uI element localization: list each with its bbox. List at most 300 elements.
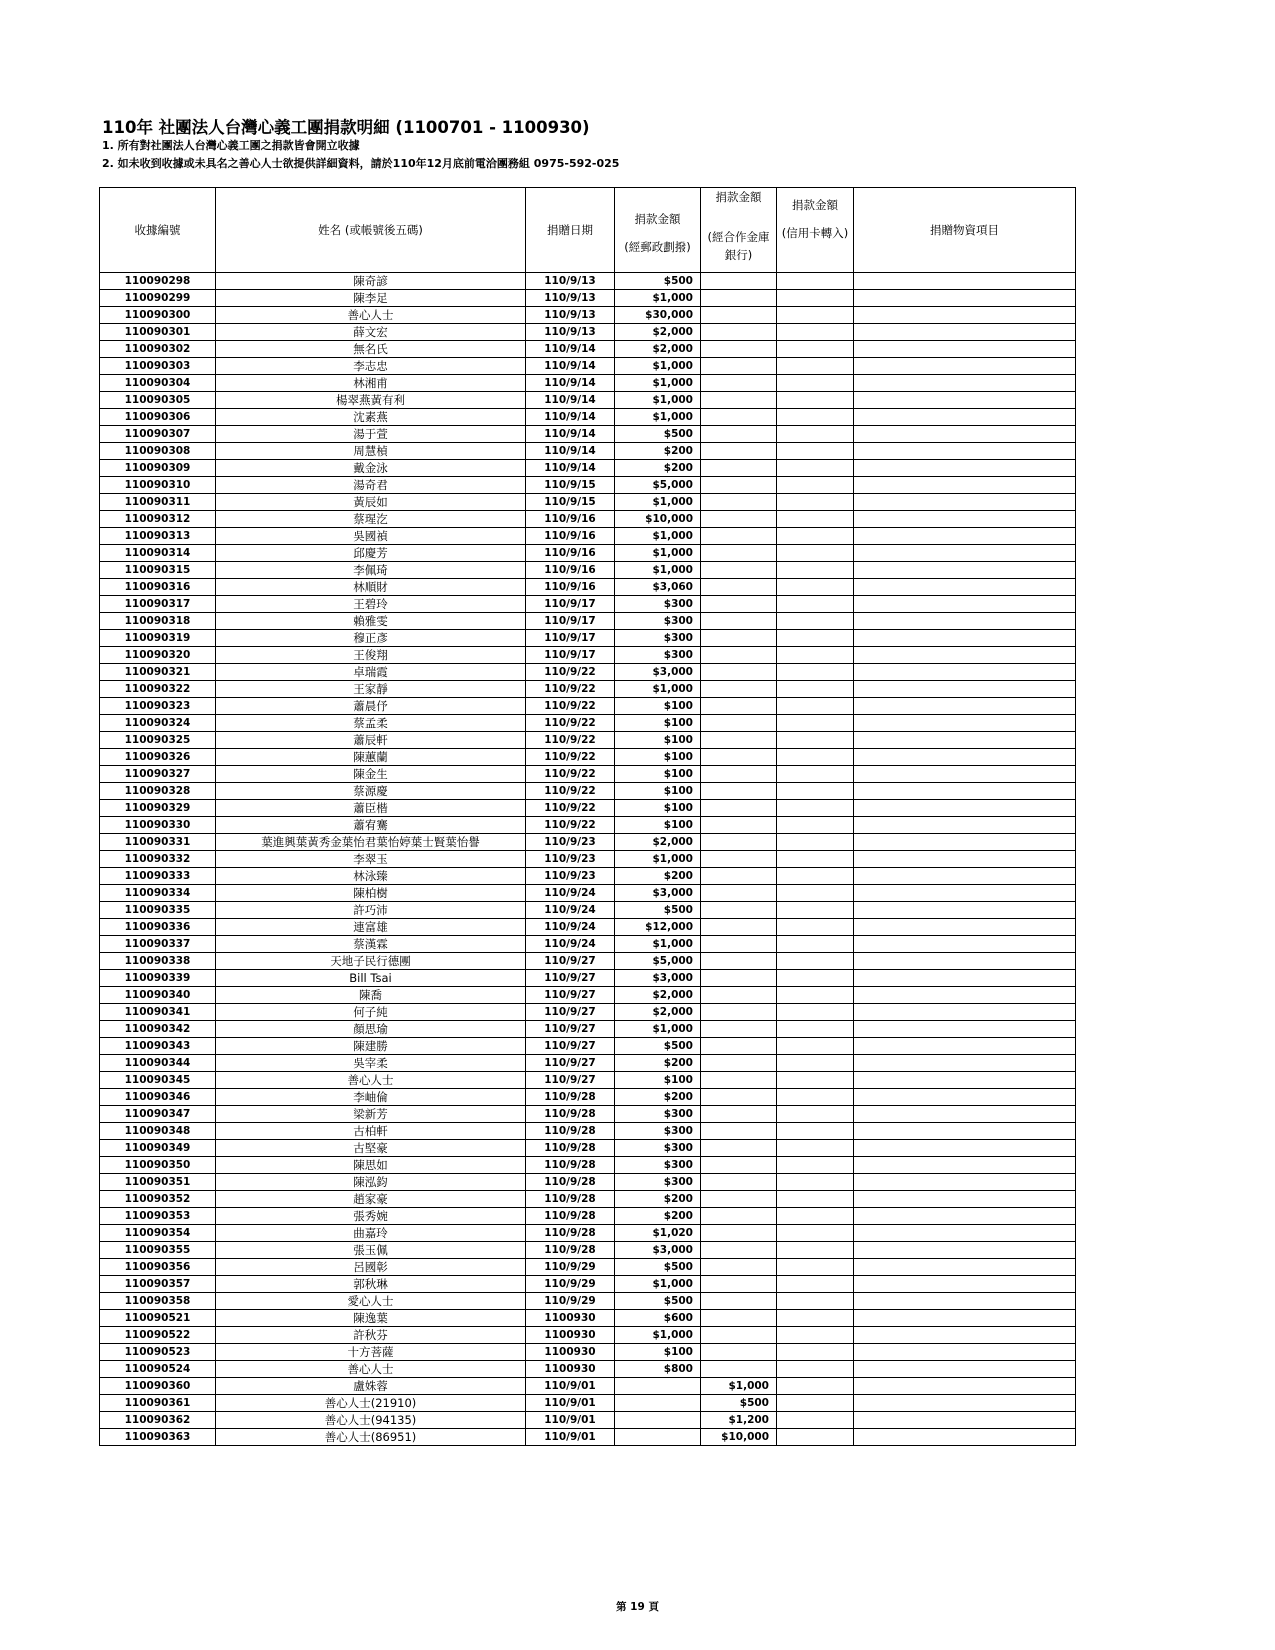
cell-date: 110/9/17 [526, 647, 615, 664]
cell-card-amount [777, 749, 854, 766]
cell-date: 110/9/14 [526, 426, 615, 443]
cell-bank-amount [701, 375, 777, 392]
table-row [100, 409, 1076, 426]
cell-bank-amount [701, 1021, 777, 1038]
cell-postal-amount: $300 [615, 1140, 701, 1157]
cell-card-amount [777, 1072, 854, 1089]
table-row [100, 1429, 1076, 1446]
cell-card-amount [777, 885, 854, 902]
cell-name: 陳建勝 [216, 1038, 526, 1055]
cell-goods [854, 1191, 1076, 1208]
cell-bank-amount [701, 341, 777, 358]
cell-postal-amount: $3,000 [615, 970, 701, 987]
note-contact: 2. 如未收到收據或未具名之善心人士欲提供詳細資料，請於110年12月底前電洽團務組 0975-592-025 [102, 157, 620, 170]
cell-name: 林順財 [216, 579, 526, 596]
cell-bank-amount [701, 766, 777, 783]
cell-card-amount [777, 1123, 854, 1140]
cell-postal-amount: $3,060 [615, 579, 701, 596]
cell-goods [854, 987, 1076, 1004]
cell-name: 李岫倫 [216, 1089, 526, 1106]
cell-postal-amount: $5,000 [615, 477, 701, 494]
cell-goods [854, 511, 1076, 528]
cell-name: 林湘甫 [216, 375, 526, 392]
cell-bank-amount [701, 562, 777, 579]
cell-date: 110/9/14 [526, 358, 615, 375]
cell-bank-amount [701, 1157, 777, 1174]
cell-name: 許巧沛 [216, 902, 526, 919]
cell-card-amount [777, 800, 854, 817]
cell-bank-amount [701, 1310, 777, 1327]
cell-date: 110/9/14 [526, 341, 615, 358]
cell-receipt-no: 110090335 [100, 902, 216, 919]
table-row [100, 715, 1076, 732]
cell-postal-amount: $1,020 [615, 1225, 701, 1242]
cell-goods [854, 1208, 1076, 1225]
cell-name: 蔡孟柔 [216, 715, 526, 732]
col-header-postal-amount [615, 188, 701, 273]
cell-receipt-no: 110090328 [100, 783, 216, 800]
cell-name: 賴雅雯 [216, 613, 526, 630]
cell-postal-amount: $100 [615, 783, 701, 800]
cell-name: 郭秋琳 [216, 1276, 526, 1293]
cell-card-amount [777, 1140, 854, 1157]
table-row [100, 613, 1076, 630]
cell-goods [854, 375, 1076, 392]
col-header-date: 捐贈日期 [526, 188, 615, 273]
cell-postal-amount: $200 [615, 460, 701, 477]
cell-receipt-no: 110090347 [100, 1106, 216, 1123]
cell-receipt-no: 110090316 [100, 579, 216, 596]
table-row [100, 443, 1076, 460]
cell-name: 蔡瑆汔 [216, 511, 526, 528]
cell-card-amount [777, 494, 854, 511]
cell-goods [854, 715, 1076, 732]
cell-card-amount [777, 477, 854, 494]
cell-postal-amount: $500 [615, 1038, 701, 1055]
table-row [100, 273, 1076, 290]
cell-goods [854, 664, 1076, 681]
table-row [100, 698, 1076, 715]
cell-date: 110/9/14 [526, 375, 615, 392]
cell-card-amount [777, 1191, 854, 1208]
cell-date: 110/9/24 [526, 919, 615, 936]
cell-name: 陳金生 [216, 766, 526, 783]
cell-name: 十方菩薩 [216, 1344, 526, 1361]
table-row [100, 324, 1076, 341]
cell-name: 湯于萱 [216, 426, 526, 443]
cell-postal-amount: $500 [615, 902, 701, 919]
cell-postal-amount: $100 [615, 817, 701, 834]
cell-name: 陳逸葉 [216, 1310, 526, 1327]
table-row [100, 1089, 1076, 1106]
table-row [100, 511, 1076, 528]
donation-table [99, 187, 1076, 1446]
cell-card-amount [777, 1157, 854, 1174]
table-row [100, 681, 1076, 698]
cell-card-amount [777, 1259, 854, 1276]
cell-date: 110/9/28 [526, 1242, 615, 1259]
cell-date: 110/9/22 [526, 664, 615, 681]
cell-receipt-no: 110090327 [100, 766, 216, 783]
cell-goods [854, 647, 1076, 664]
cell-name: 薛文宏 [216, 324, 526, 341]
cell-receipt-no: 110090343 [100, 1038, 216, 1055]
cell-receipt-no: 110090310 [100, 477, 216, 494]
cell-postal-amount: $200 [615, 443, 701, 460]
col-header-goods: 捐贈物資項目 [854, 188, 1076, 273]
cell-date: 110/9/27 [526, 970, 615, 987]
cell-name: 連富雄 [216, 919, 526, 936]
table-row [100, 1293, 1076, 1310]
cell-goods [854, 1055, 1076, 1072]
cell-postal-amount: $100 [615, 800, 701, 817]
cell-name: 陳柏樹 [216, 885, 526, 902]
cell-card-amount [777, 919, 854, 936]
cell-date: 110/9/24 [526, 885, 615, 902]
cell-name: 李翠玉 [216, 851, 526, 868]
cell-bank-amount [701, 613, 777, 630]
cell-date: 110/9/23 [526, 834, 615, 851]
cell-name: 王碧玲 [216, 596, 526, 613]
cell-card-amount [777, 953, 854, 970]
cell-date: 110/9/01 [526, 1395, 615, 1412]
cell-name: 善心人士(21910) [216, 1395, 526, 1412]
cell-card-amount [777, 324, 854, 341]
cell-date: 110/9/28 [526, 1225, 615, 1242]
cell-goods [854, 290, 1076, 307]
cell-name: 呂國彰 [216, 1259, 526, 1276]
cell-card-amount [777, 460, 854, 477]
table-row [100, 766, 1076, 783]
cell-name: 蔡漢霖 [216, 936, 526, 953]
cell-bank-amount [701, 732, 777, 749]
cell-postal-amount: $300 [615, 613, 701, 630]
cell-bank-amount [701, 1106, 777, 1123]
table-row [100, 392, 1076, 409]
cell-date: 110/9/28 [526, 1157, 615, 1174]
cell-date: 110/9/29 [526, 1293, 615, 1310]
cell-receipt-no: 110090360 [100, 1378, 216, 1395]
cell-receipt-no: 110090307 [100, 426, 216, 443]
cell-receipt-no: 110090524 [100, 1361, 216, 1378]
cell-date: 110/9/16 [526, 545, 615, 562]
cell-bank-amount [701, 715, 777, 732]
table-row [100, 902, 1076, 919]
cell-receipt-no: 110090348 [100, 1123, 216, 1140]
cell-date: 110/9/16 [526, 511, 615, 528]
table-row [100, 375, 1076, 392]
cell-name: 陳奇諺 [216, 273, 526, 290]
cell-card-amount [777, 409, 854, 426]
cell-receipt-no: 110090362 [100, 1412, 216, 1429]
cell-date: 110/9/27 [526, 953, 615, 970]
cell-bank-amount [701, 970, 777, 987]
cell-receipt-no: 110090303 [100, 358, 216, 375]
cell-goods [854, 1293, 1076, 1310]
cell-bank-amount [701, 426, 777, 443]
cell-postal-amount: $2,000 [615, 324, 701, 341]
cell-card-amount [777, 936, 854, 953]
cell-postal-amount: $1,000 [615, 494, 701, 511]
cell-bank-amount [701, 1208, 777, 1225]
cell-card-amount [777, 698, 854, 715]
cell-bank-amount [701, 1242, 777, 1259]
cell-date: 110/9/28 [526, 1089, 615, 1106]
table-row [100, 545, 1076, 562]
table-row [100, 1072, 1076, 1089]
cell-card-amount [777, 1106, 854, 1123]
cell-postal-amount: $1,000 [615, 1327, 701, 1344]
cell-name: 無名氏 [216, 341, 526, 358]
cell-receipt-no: 110090339 [100, 970, 216, 987]
cell-postal-amount: $500 [615, 1259, 701, 1276]
cell-goods [854, 681, 1076, 698]
cell-bank-amount: $1,000 [701, 1378, 777, 1395]
cell-goods [854, 851, 1076, 868]
cell-name: 王俊翔 [216, 647, 526, 664]
cell-receipt-no: 110090341 [100, 1004, 216, 1021]
cell-goods [854, 919, 1076, 936]
cell-goods [854, 1072, 1076, 1089]
cell-bank-amount [701, 834, 777, 851]
cell-postal-amount: $200 [615, 868, 701, 885]
cell-receipt-no: 110090340 [100, 987, 216, 1004]
cell-card-amount [777, 1361, 854, 1378]
cell-bank-amount: $1,200 [701, 1412, 777, 1429]
cell-name: 許秋芬 [216, 1327, 526, 1344]
cell-name: 張秀婉 [216, 1208, 526, 1225]
cell-postal-amount: $3,000 [615, 1242, 701, 1259]
cell-receipt-no: 110090336 [100, 919, 216, 936]
cell-date: 110/9/27 [526, 1004, 615, 1021]
table-row [100, 1310, 1076, 1327]
table-row [100, 1004, 1076, 1021]
cell-goods [854, 460, 1076, 477]
cell-bank-amount [701, 681, 777, 698]
cell-goods [854, 1021, 1076, 1038]
cell-goods [854, 579, 1076, 596]
cell-name: 張玉佩 [216, 1242, 526, 1259]
cell-bank-amount [701, 885, 777, 902]
cell-date: 110/9/22 [526, 749, 615, 766]
cell-date: 110/9/22 [526, 783, 615, 800]
cell-card-amount [777, 902, 854, 919]
cell-goods [854, 1157, 1076, 1174]
cell-receipt-no: 110090322 [100, 681, 216, 698]
cell-date: 110/9/01 [526, 1412, 615, 1429]
table-row [100, 290, 1076, 307]
cell-receipt-no: 110090299 [100, 290, 216, 307]
cell-name: 穆正彥 [216, 630, 526, 647]
cell-postal-amount: $1,000 [615, 936, 701, 953]
cell-name: 王家靜 [216, 681, 526, 698]
cell-date: 110/9/16 [526, 562, 615, 579]
cell-postal-amount: $200 [615, 1055, 701, 1072]
table-row [100, 936, 1076, 953]
cell-goods [854, 1140, 1076, 1157]
cell-date: 110/9/13 [526, 290, 615, 307]
cell-postal-amount: $100 [615, 715, 701, 732]
cell-receipt-no: 110090349 [100, 1140, 216, 1157]
cell-card-amount [777, 1208, 854, 1225]
cell-name: 善心人士 [216, 1072, 526, 1089]
cell-postal-amount: $3,000 [615, 664, 701, 681]
cell-postal-amount: $30,000 [615, 307, 701, 324]
cell-receipt-no: 110090350 [100, 1157, 216, 1174]
cell-goods [854, 443, 1076, 460]
cell-bank-amount [701, 409, 777, 426]
cell-postal-amount: $1,000 [615, 681, 701, 698]
cell-card-amount [777, 664, 854, 681]
cell-postal-amount: $1,000 [615, 851, 701, 868]
table-row [100, 358, 1076, 375]
table-row [100, 1225, 1076, 1242]
cell-date: 110/9/22 [526, 732, 615, 749]
cell-goods [854, 477, 1076, 494]
cell-goods [854, 1276, 1076, 1293]
cell-card-amount [777, 715, 854, 732]
cell-receipt-no: 110090317 [100, 596, 216, 613]
cell-name: 陳喬 [216, 987, 526, 1004]
cell-goods [854, 528, 1076, 545]
table-row [100, 987, 1076, 1004]
table-row [100, 426, 1076, 443]
cell-bank-amount [701, 902, 777, 919]
cell-receipt-no: 110090325 [100, 732, 216, 749]
cell-name: 趙家豪 [216, 1191, 526, 1208]
cell-bank-amount [701, 1327, 777, 1344]
cell-receipt-no: 110090358 [100, 1293, 216, 1310]
cell-card-amount [777, 1276, 854, 1293]
cell-date: 110/9/28 [526, 1191, 615, 1208]
cell-card-amount [777, 1089, 854, 1106]
cell-receipt-no: 110090320 [100, 647, 216, 664]
cell-bank-amount [701, 1038, 777, 1055]
cell-name: 蕭晨伃 [216, 698, 526, 715]
cell-date: 110/9/23 [526, 868, 615, 885]
cell-receipt-no: 110090330 [100, 817, 216, 834]
cell-bank-amount [701, 1055, 777, 1072]
cell-date: 110/9/14 [526, 409, 615, 426]
cell-postal-amount: $100 [615, 732, 701, 749]
cell-name: 蕭宥騫 [216, 817, 526, 834]
cell-postal-amount: $1,000 [615, 562, 701, 579]
table-row [100, 596, 1076, 613]
cell-card-amount [777, 307, 854, 324]
cell-receipt-no: 110090326 [100, 749, 216, 766]
cell-goods [854, 341, 1076, 358]
col-header-card-amount [777, 188, 854, 273]
table-row [100, 1055, 1076, 1072]
table-header-row [100, 188, 1076, 273]
cell-postal-amount: $1,000 [615, 409, 701, 426]
cell-receipt-no: 110090352 [100, 1191, 216, 1208]
cell-card-amount [777, 1395, 854, 1412]
cell-name: 陳思如 [216, 1157, 526, 1174]
cell-goods [854, 1089, 1076, 1106]
cell-bank-amount [701, 919, 777, 936]
cell-card-amount [777, 443, 854, 460]
table-row [100, 579, 1076, 596]
cell-postal-amount: $3,000 [615, 885, 701, 902]
cell-date: 110/9/29 [526, 1276, 615, 1293]
cell-date: 110/9/22 [526, 715, 615, 732]
table-row [100, 562, 1076, 579]
cell-name: 曲嘉玲 [216, 1225, 526, 1242]
cell-goods [854, 936, 1076, 953]
cell-card-amount [777, 1021, 854, 1038]
cell-goods [854, 1038, 1076, 1055]
cell-date: 110/9/22 [526, 800, 615, 817]
cell-name: 卓瑞霞 [216, 664, 526, 681]
cell-card-amount [777, 596, 854, 613]
cell-date: 110/9/14 [526, 443, 615, 460]
cell-card-amount [777, 987, 854, 1004]
table-row [100, 953, 1076, 970]
cell-card-amount [777, 579, 854, 596]
cell-receipt-no: 110090522 [100, 1327, 216, 1344]
cell-date: 110/9/22 [526, 681, 615, 698]
table-row [100, 1395, 1076, 1412]
cell-date: 110/9/13 [526, 307, 615, 324]
cell-receipt-no: 110090361 [100, 1395, 216, 1412]
cell-name: 蔡源慶 [216, 783, 526, 800]
cell-goods [854, 817, 1076, 834]
cell-postal-amount: $5,000 [615, 953, 701, 970]
cell-name: 蕭臣楷 [216, 800, 526, 817]
cell-receipt-no: 110090302 [100, 341, 216, 358]
cell-name: 天地子民行德團 [216, 953, 526, 970]
cell-bank-amount [701, 1361, 777, 1378]
table-row [100, 1378, 1076, 1395]
table-row [100, 494, 1076, 511]
table-row [100, 528, 1076, 545]
cell-postal-amount: $300 [615, 1123, 701, 1140]
cell-date: 110/9/01 [526, 1378, 615, 1395]
cell-date: 110/9/24 [526, 902, 615, 919]
cell-date: 110/9/17 [526, 596, 615, 613]
cell-card-amount [777, 681, 854, 698]
cell-card-amount [777, 834, 854, 851]
cell-name: 陳蕙蘭 [216, 749, 526, 766]
table-row [100, 1140, 1076, 1157]
cell-postal-amount: $300 [615, 1157, 701, 1174]
cell-card-amount [777, 341, 854, 358]
cell-receipt-no: 110090357 [100, 1276, 216, 1293]
cell-receipt-no: 110090344 [100, 1055, 216, 1072]
cell-card-amount [777, 970, 854, 987]
cell-date: 1100930 [526, 1310, 615, 1327]
table-row [100, 1106, 1076, 1123]
cell-bank-amount [701, 1276, 777, 1293]
cell-bank-amount [701, 579, 777, 596]
cell-bank-amount [701, 460, 777, 477]
cell-goods [854, 1004, 1076, 1021]
table-row [100, 477, 1076, 494]
cell-goods [854, 1106, 1076, 1123]
bank-amount-sublabel: (經合作金庫銀行) [707, 230, 770, 262]
cell-bank-amount [701, 936, 777, 953]
cell-receipt-no: 110090356 [100, 1259, 216, 1276]
cell-goods [854, 630, 1076, 647]
page-number: 第 19 頁 [616, 1601, 659, 1613]
cell-card-amount [777, 1225, 854, 1242]
cell-receipt-no: 110090319 [100, 630, 216, 647]
cell-card-amount [777, 1174, 854, 1191]
cell-card-amount [777, 1310, 854, 1327]
cell-card-amount [777, 1344, 854, 1361]
cell-postal-amount: $500 [615, 273, 701, 290]
